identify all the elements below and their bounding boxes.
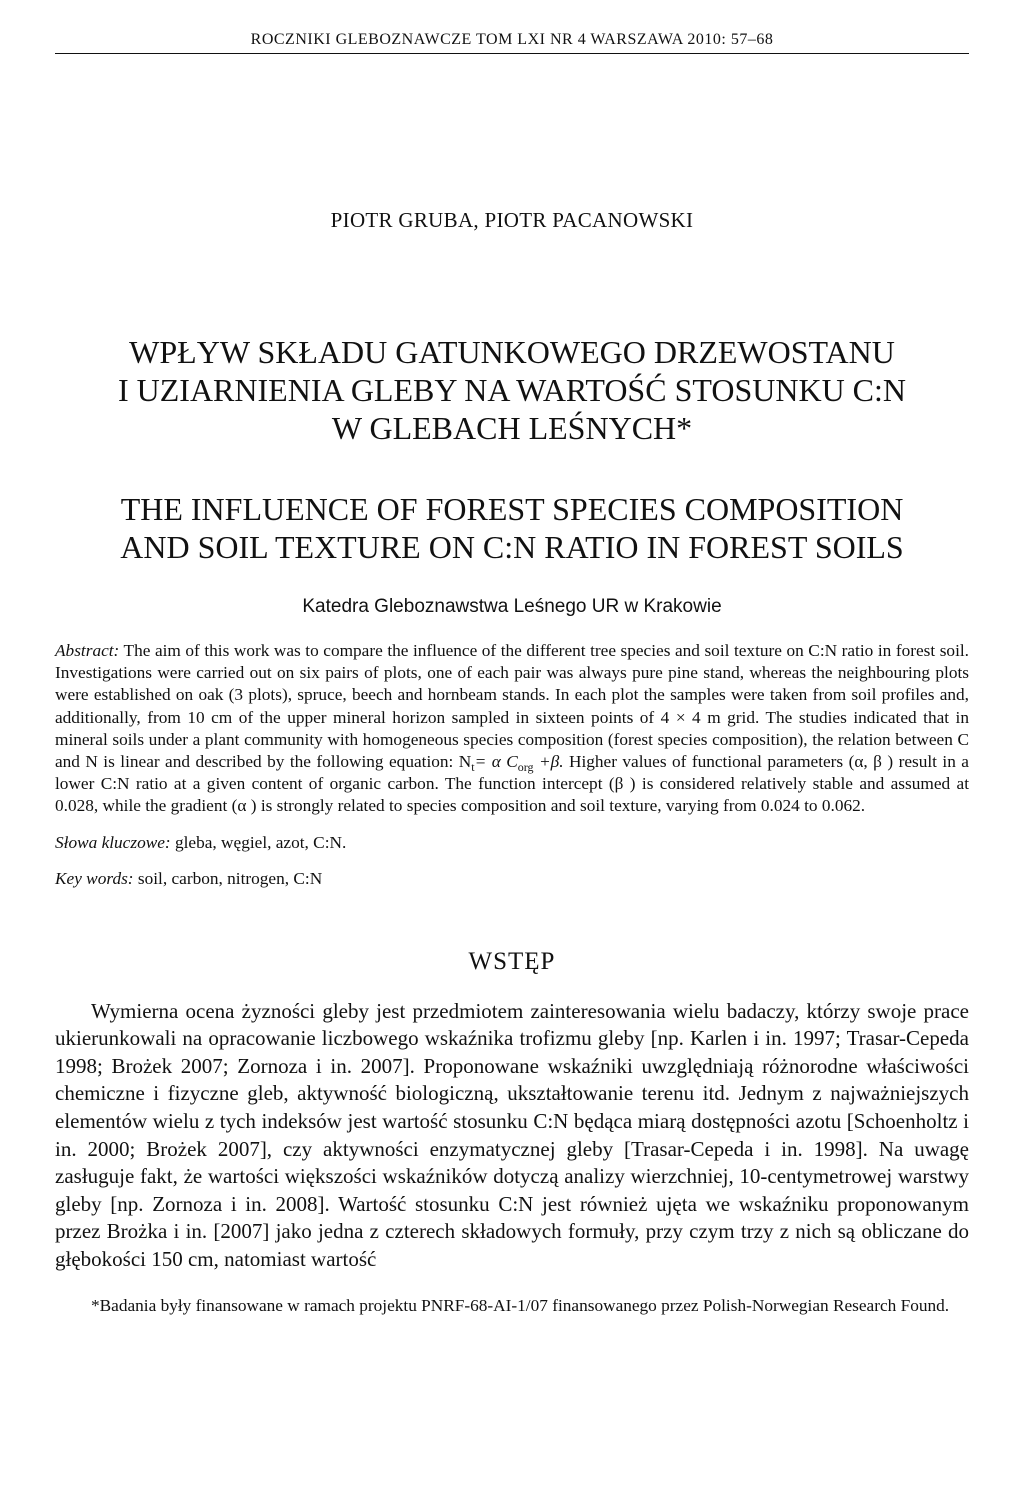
footnote: *Badania były finansowane w ramach projektu PNRF-68-AI-1/07 finansowanego przez Polish-Norwegian Research Found. bbox=[91, 1295, 950, 1315]
abstract-text-continued: Higher values of functional parameters (α, β ) result in a lower C:N ratio at a given content of organic carbon. The function intercept (β ) is considered relatively stable and assumed at 0.028, while the gradient (α ) is strongly related to species composition and soil texture, varying from 0.024 to 0.062. bbox=[55, 752, 969, 816]
equation-c-subscript: org bbox=[517, 760, 534, 775]
equation-middle: = α C bbox=[474, 752, 518, 772]
equation-n-subscript: t bbox=[471, 760, 475, 775]
abstract-label: Abstract: bbox=[55, 641, 120, 660]
keywords-english-text: soil, carbon, nitrogen, C:N bbox=[133, 868, 323, 888]
title-english-line: THE INFLUENCE OF FOREST SPECIES COMPOSITION bbox=[120, 491, 904, 527]
affiliation: Katedra Gleboznawstwa Leśnego UR w Krakowie bbox=[302, 596, 722, 617]
title-polish-line: W GLEBACH LEŚNYCH* bbox=[331, 410, 693, 446]
equation-n: N bbox=[458, 752, 472, 772]
keywords-polish-label: Słowa kluczowe: bbox=[55, 832, 171, 852]
title-english-line: AND SOIL TEXTURE ON C:N RATIO IN FOREST SOILS bbox=[120, 529, 904, 565]
keywords-polish bbox=[55, 832, 969, 854]
keywords-english bbox=[55, 868, 969, 890]
authors: PIOTR GRUBA, PIOTR PACANOWSKI bbox=[330, 208, 694, 232]
body-paragraph: Wymierna ocena żyzności gleby jest przedmiotem zainteresowania wielu badaczy, którzy swoje prace ukierunkowali na opracowanie liczbowego wskaźnika trofizmu gleby [np. Karlen i in. 1997; Trasar-Cepeda 1998; Brożek 2007; Zornoza i in. 2007]. Proponowane wskaźniki uwzględniają różnorodne właściwości chemiczne i fizyczne gleb, aktywność biologiczną, ukształtowanie terenu itd. Jednym z najważniejszych elementów wielu z tych indeksów jest wartość stosunku C:N będąca miarą dostępności azotu [Schoenholtz i in. 2000; Brożek 2007], czy aktywności enzymatycznej gleby [Trasar-Cepeda i in. 1998]. Na uwagę zasługuje fakt, że wartości większości wskaźników dotyczą analizy wierzchniej, 10-centymetrowej warstwy gleby [np. Zornoza i in. 2008]. Wartość stosunku C:N jest również ujęta we wskaźniku proponowanym przez Brożka i in. [2007] jako jedna z czterech składowych formuły, przy czym trzy z nich są obliczane do głębokości 150 cm, natomiast wartość bbox=[55, 998, 969, 1271]
title-polish-line: I UZIARNIENIA GLEBY NA WARTOŚĆ STOSUNKU C:N bbox=[117, 372, 907, 408]
title-polish-line: WPŁYW SKŁADU GATUNKOWEGO DRZEWOSTANU bbox=[129, 334, 895, 370]
equation bbox=[458, 752, 564, 775]
running-head: ROCZNIKI GLEBOZNAWCZE TOM LXI NR 4 WARSZAWA 2010: 57–68 bbox=[250, 31, 774, 48]
abstract bbox=[55, 640, 969, 818]
section-title: WSTĘP bbox=[468, 947, 556, 975]
keywords-polish-text: gleba, węgiel, azot, C:N. bbox=[170, 832, 347, 852]
title-polish bbox=[55, 333, 969, 447]
equation-end: +β. bbox=[533, 752, 564, 772]
page bbox=[55, 30, 969, 1317]
header-rule bbox=[55, 53, 969, 54]
keywords-english-label: Key words: bbox=[55, 868, 134, 888]
title-english bbox=[55, 490, 969, 566]
abstract-text: The aim of this work was to compare the influence of the different tree species and soil texture on C:N ratio in forest soil. Investigations were carried out on six pairs of plots, one of each pair was always pure pine stand, whereas the neighbouring plots were established on oak (3 plots), spruce, beech and hornbeam stands. In each plot the samples were taken from soil profiles and, additionally, from 10 cm of the upper mineral horizon sampled in sixteen points of 4 × 4 m grid. The studies indicated that in mineral soils under a plant community with homogeneous species composition (forest species composition), the relation between C and N is linear and described by the following equation: bbox=[55, 641, 969, 772]
